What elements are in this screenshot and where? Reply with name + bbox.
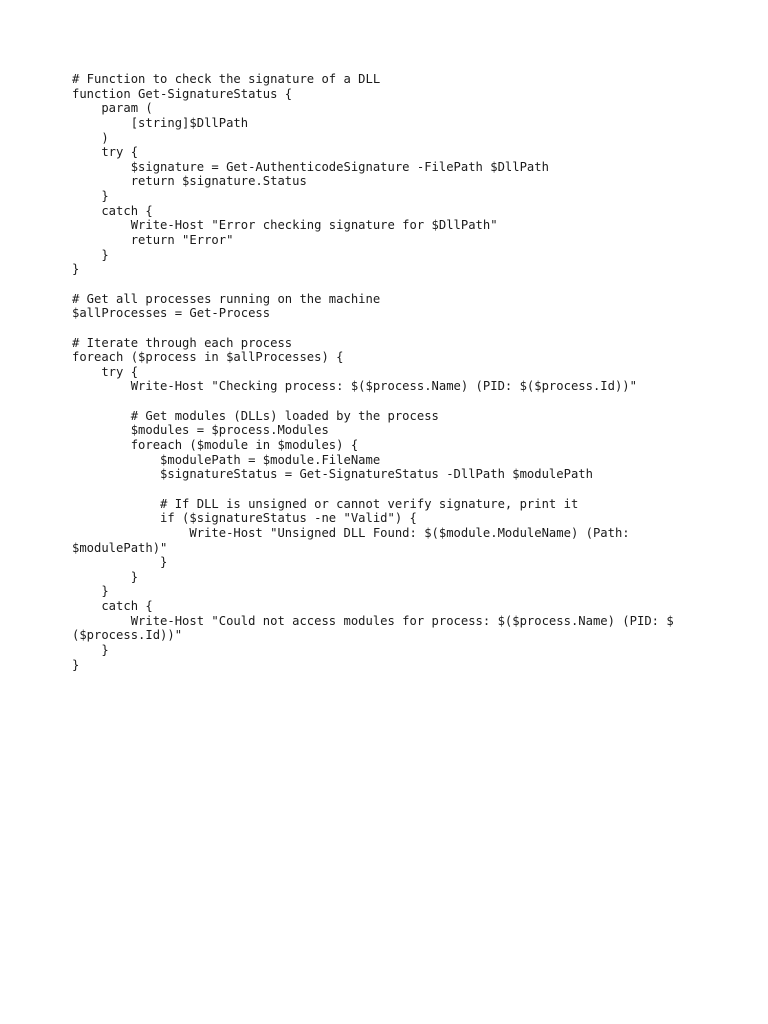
code-line: # If DLL is unsigned or cannot verify signature, print it <box>72 496 579 511</box>
code-line: } <box>72 642 109 657</box>
code-line: foreach ($module in $modules) { <box>72 438 359 453</box>
code-line: try { <box>72 145 139 160</box>
code-line: $modules = $process.Modules <box>72 423 329 438</box>
code-line: function Get-SignatureStatus { <box>72 86 293 101</box>
code-line: [string]$DllPath <box>72 115 249 130</box>
code-line: } <box>72 189 109 204</box>
code-line: } <box>72 657 80 672</box>
code-line: $signature = Get-AuthenticodeSignature -FilePath $DllPath <box>72 159 549 174</box>
code-line: # Get modules (DLLs) loaded by the process <box>72 408 439 423</box>
code-line: } <box>72 262 80 277</box>
code-line <box>72 394 712 409</box>
code-line: foreach ($process in $allProcesses) { <box>72 350 344 365</box>
code-line: $allProcesses = Get-Process <box>72 306 271 321</box>
code-line: # Iterate through each process <box>72 335 293 350</box>
code-line: catch { <box>72 203 153 218</box>
code-line <box>72 321 712 336</box>
code-line: catch { <box>72 599 153 614</box>
code-line: Write-Host "Error checking signature for $DllPath" <box>72 218 498 233</box>
code-line: $modulePath)" <box>72 540 168 555</box>
code-line: $modulePath = $module.FileName <box>72 452 381 467</box>
code-block <box>72 72 712 672</box>
code-line: } <box>72 569 139 584</box>
code-line <box>72 277 712 292</box>
code-line: ($process.Id))" <box>72 628 183 643</box>
code-line: } <box>72 555 168 570</box>
code-line: # Function to check the signature of a DLL <box>72 72 381 86</box>
code-line: return $signature.Status <box>72 174 307 189</box>
code-line: } <box>72 584 109 599</box>
code-line: # Get all processes running on the machine <box>72 291 381 306</box>
code-line: return "Error" <box>72 233 234 248</box>
code-line: Write-Host "Unsigned DLL Found: $($module.ModuleName) (Path: <box>72 525 630 540</box>
code-line: } <box>72 247 109 262</box>
code-line: try { <box>72 364 139 379</box>
code-line: $signatureStatus = Get-SignatureStatus -DllPath $modulePath <box>72 467 593 482</box>
code-line: ) <box>72 130 109 145</box>
code-line: Write-Host "Checking process: $($process.Name) (PID: $($process.Id))" <box>72 379 637 394</box>
code-line <box>72 482 712 497</box>
code-line: param ( <box>72 101 153 116</box>
code-line: if ($signatureStatus -ne "Valid") { <box>72 511 417 526</box>
code-line: Write-Host "Could not access modules for process: $($process.Name) (PID: $ <box>72 613 674 628</box>
